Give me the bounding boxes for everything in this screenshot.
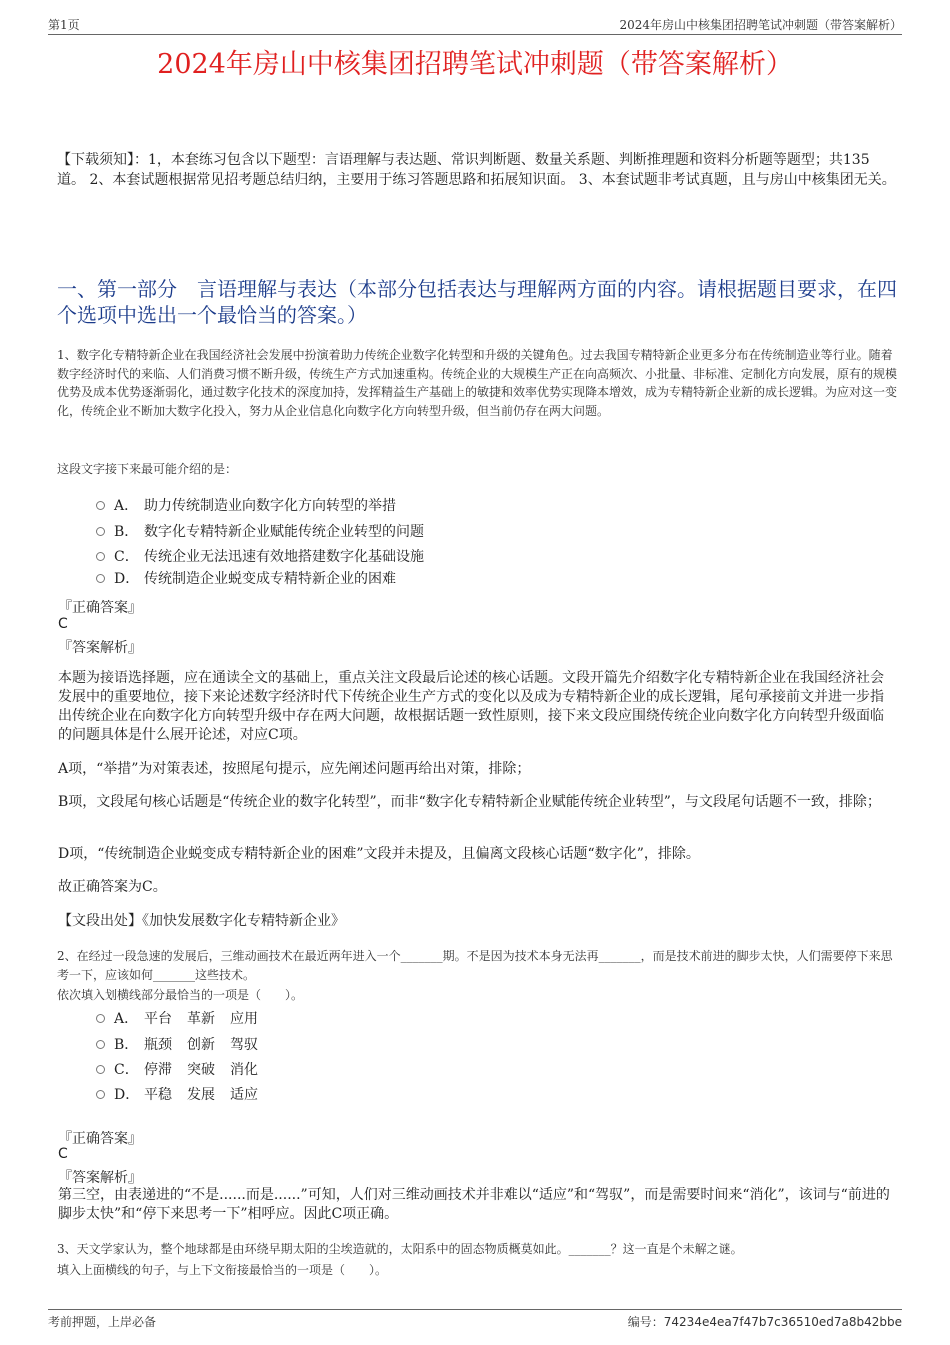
q1-option-d[interactable]: D． 传统制造企业蜕变成专精特新企业的困难 [96, 568, 396, 590]
radio-icon[interactable] [96, 1040, 105, 1049]
q2-stem: 2、在经过一段急速的发展后，三维动画技术在最近两年进入一个_______期。不是因为技术本身无法再_______，而是技术前进的脚步太快，人们需要停下来思考一下，应该如何_______这些技术。 [57, 949, 893, 982]
q2-option-b[interactable]: B． 瓶颈 创新 驾驭 [96, 1034, 273, 1056]
q1-analysis-b: B项，文段尾句核心话题是“传统企业的数字化转型”，而非“数字化专精特新企业赋能传统企业转型”，与文段尾句话题不一致，排除； [58, 794, 881, 810]
q2-question: 依次填入划横线部分最恰当的一项是（ ）。 [57, 988, 304, 1002]
q1-source: 【文段出处】《加快发展数字化专精特新企业》 [58, 913, 345, 929]
q2-option-c[interactable]: C． 停滞 突破 消化 [96, 1059, 273, 1081]
q2-option-a[interactable]: A． 平台 革新 应用 [96, 1008, 273, 1030]
q1-conclusion: 故正确答案为C。 [58, 879, 167, 895]
page-header [48, 14, 902, 34]
q1-question: 这段文字接下来最可能介绍的是： [57, 462, 238, 476]
q3-question: 填入上面横线的句子，与上下文衔接最恰当的一项是（ ）。 [57, 1263, 388, 1277]
q2-answer: C [58, 1146, 68, 1162]
radio-icon[interactable] [96, 1065, 105, 1074]
q1-option-a[interactable]: A． 助力传统制造业向数字化方向转型的举措 [96, 495, 396, 517]
q1-correct-label: 『正确答案』 [58, 600, 142, 616]
q1-option-b[interactable]: B． 数字化专精特新企业赋能传统企业转型的问题 [96, 521, 424, 543]
header-doc-title: 2024年房山中核集团招聘笔试冲刺题（带答案解析） [619, 18, 902, 32]
q1-analysis-a: A项，“举措”为对策表述，按照尾句提示，应先阐述问题再给出对策，排除； [58, 761, 531, 777]
radio-icon[interactable] [96, 1090, 105, 1099]
radio-icon[interactable] [96, 552, 105, 561]
q1-stem: 1、数字化专精特新企业在我国经济社会发展中扮演着助力传统企业数字化转型和升级的关键角色。过去我国专精特新企业更多分布在传统制造业等行业。随着数字经济时代的来临、人们消费习惯不断升级，传统生产方式加速重构。传统企业的大规模生产正在向高频次、小批量、非标准、定制化方向发展，原有的规模优势及成本优势逐渐弱化，通过数字化技术的深度加持，发挥精益生产基础上的敏捷和效率优势实现降本增效，成为专精特新企业新的成长逻辑。为应对这一变化，传统企业不断加大数字化投入，努力从企业信息化向数字化方向转型升级，但当前仍存在两大问题。 [57, 348, 898, 418]
footer-divider [48, 1309, 902, 1310]
radio-icon[interactable] [96, 527, 105, 536]
q1-option-c[interactable]: C． 传统企业无法迅速有效地搭建数字化基础设施 [96, 546, 424, 568]
footer-code: 编号：74234e4ea7f47b7c36510ed7a8b42bbe [627, 1315, 902, 1329]
q1-analysis-d: D项，“传统制造企业蜕变成专精特新企业的困难”文段并未提及，且偏离文段核心话题“数字化”，排除。 [58, 846, 700, 862]
section-heading: 一、第一部分 言语理解与表达（本部分包括表达与理解两方面的内容。请根据题目要求，在四个选项中选出一个最恰当的答案。） [57, 277, 897, 327]
q1-analysis-main: 本题为接语选择题，应在通读全文的基础上，重点关注文段最后论述的核心话题。文段开篇先介绍数字化专精特新企业在我国经济社会发展中的重要地位，接下来论述数字经济时代下传统企业生产方式的变化以及成为专精特新企业的成长逻辑，尾句承接前文并进一步指出传统企业在向数字化方向转型升级中存在两大问题，故根据话题一致性原则，接下来文段应围绕传统企业向数字化方向转型升级面临的问题具体是什么展开论述，对应C项。 [58, 670, 884, 743]
q2-option-d[interactable]: D． 平稳 发展 适应 [96, 1084, 273, 1106]
page-number: 第1页 [48, 18, 80, 32]
q1-analysis-label: 『答案解析』 [58, 640, 142, 656]
footer-slogan: 考前押题，上岸必备 [48, 1315, 157, 1329]
download-notice: 【下载须知】：1，本套练习包含以下题型：言语理解与表达题、常识判断题、数量关系题、判断推理题和资料分析题等题型；共135道。 2、本套试题根据常见招考题总结归纳，主要用于练习答题思路和拓展知识面。 3、本套试题非考试真题，且与房山中核集团无关。 [57, 152, 896, 188]
document-title: 2024年房山中核集团招聘笔试冲刺题（带答案解析） [157, 49, 793, 80]
radio-icon[interactable] [96, 574, 105, 583]
q3-stem: 3、天文学家认为，整个地球都是由环绕早期太阳的尘埃造就的，太阳系中的固态物质概莫如此。_______？这一直是个未解之谜。 [57, 1242, 743, 1256]
q2-analysis-label: 『答案解析』 [58, 1170, 142, 1186]
q2-analysis: 第三空，由表递进的“不是......而是......”可知，人们对三维动画技术并非难以“适应”和“驾驭”，而是需要时间来“消化”，该词与“前进的脚步太快”和“停下来思考一下”相呼应。因此C项正确。 [58, 1187, 890, 1222]
q1-answer: C [58, 616, 68, 632]
radio-icon[interactable] [96, 1014, 105, 1023]
radio-icon[interactable] [96, 501, 105, 510]
header-divider [48, 34, 902, 35]
q2-correct-label: 『正确答案』 [58, 1131, 142, 1147]
